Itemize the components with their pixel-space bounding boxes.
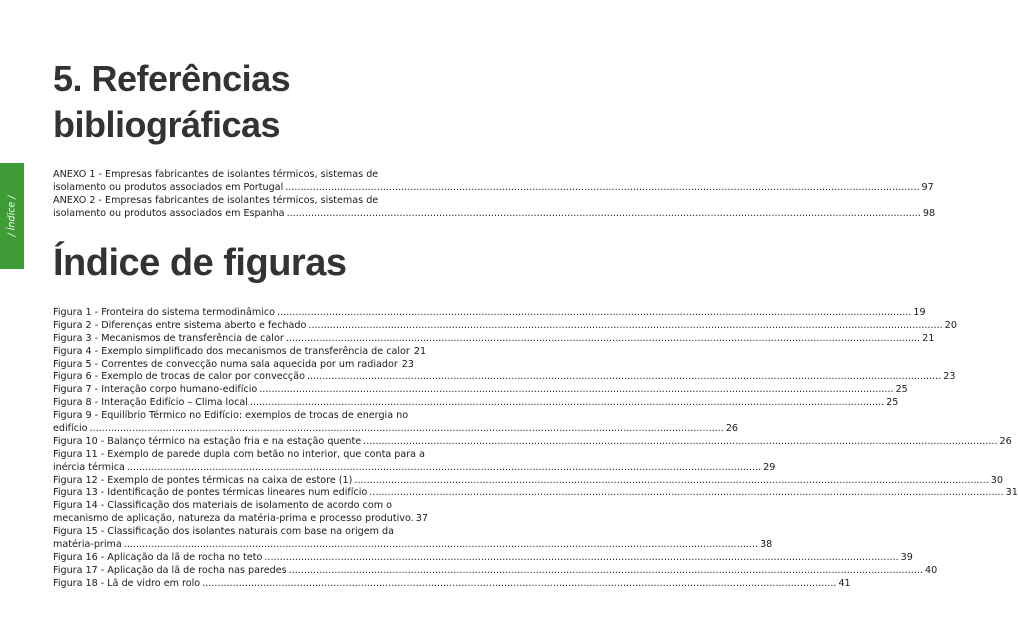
figure-entry[interactable] <box>53 474 1003 488</box>
figure-entry[interactable] <box>53 513 428 526</box>
page-number: 25 <box>886 397 899 409</box>
annex-lead-line: ANEXO 1 - Empresas fabricantes de isolantes térmicos, sistemas de <box>53 169 379 180</box>
page-number: 21 <box>922 332 935 344</box>
page-number: 26 <box>725 423 739 435</box>
figure-entry-text: Figura 13 - Identificação de pontes térmicas lineares num edifício <box>53 487 368 499</box>
dot-leader <box>287 208 921 221</box>
figure-entry-text: Figura 16 - Aplicação da lã de rocha no teto <box>53 551 263 563</box>
figure-entry[interactable] <box>53 319 957 333</box>
figure-lead-line: Figura 15 - Classificação dos isolantes naturais com base na origem da <box>53 526 394 538</box>
annex-list <box>53 169 936 221</box>
references-heading-line1: 5. Referências <box>53 58 291 99</box>
dot-leader <box>124 539 758 552</box>
figure-lead-line: Figura 11 - Exemplo de parede dupla com betão no interior, que conta para a <box>53 448 425 460</box>
figure-entry[interactable] <box>53 397 899 410</box>
annex-entry[interactable] <box>53 207 936 221</box>
references-heading <box>53 56 290 148</box>
figure-entry[interactable] <box>53 345 427 359</box>
figure-lead-line: Figura 9 - Equilíbrio Térmico no Edifício: exemplos de trocas de energia no <box>53 410 409 422</box>
figure-entry-text: Figura 5 - Correntes de convecção numa sala aquecida por um radiador <box>53 358 398 370</box>
page-number: 23 <box>943 371 956 383</box>
page-number: 29 <box>763 461 776 473</box>
figure-entry-text: Figura 7 - Interação corpo humano-edifício <box>53 384 258 396</box>
dot-leader <box>286 333 920 346</box>
figure-entry-text: Figura 4 - Exemplo simplificado dos mecanismos de transferência de calor <box>53 345 410 357</box>
dot-leader <box>277 307 911 320</box>
dot-leader <box>369 487 1003 500</box>
page-number: 37 <box>415 513 428 525</box>
annex-entry[interactable] <box>53 181 934 195</box>
annex-lead-line: ANEXO 2 - Empresas fabricantes de isolantes térmicos, sistemas de <box>53 194 379 206</box>
dot-leader <box>363 436 997 449</box>
page-number: 38 <box>760 539 773 551</box>
page-number: 25 <box>895 384 908 396</box>
figure-entry[interactable] <box>53 539 773 552</box>
dot-leader <box>127 462 761 475</box>
dot-leader <box>354 475 988 488</box>
figure-entry[interactable] <box>53 564 938 578</box>
page-number: 23 <box>401 358 414 370</box>
annex-entry-text: isolamento ou produtos associados em Espanha <box>53 207 285 219</box>
page-number: 31 <box>1005 487 1018 499</box>
figure-entry[interactable] <box>53 358 414 372</box>
side-tab-label: / Índice / <box>6 195 18 237</box>
figure-entry-text: Figura 10 - Balanço térmico na estação fria e na estação quente <box>53 435 362 447</box>
section-side-tab <box>0 163 24 269</box>
figure-entry-text: Figura 17 - Aplicação da lã de rocha nas paredes <box>53 564 287 576</box>
figure-entry[interactable] <box>53 332 935 346</box>
figure-entry-text: edifício <box>53 423 88 435</box>
figure-entry-text: Figura 6 - Exemplo de trocas de calor por convecção <box>53 371 305 383</box>
page-number: 21 <box>413 345 427 357</box>
page-number: 39 <box>900 551 913 563</box>
figure-entry[interactable] <box>53 577 851 591</box>
figure-entry-text: Figura 8 - Interação Edifício – Clima local <box>53 397 248 409</box>
figure-entry[interactable] <box>53 307 926 320</box>
dot-leader <box>259 384 893 397</box>
figure-entry-text: mecanismo de aplicação, natureza da matéria-prima e processo produtivo. <box>53 513 414 525</box>
figure-entry-text: Figura 18 - Lã de vidro em rolo <box>53 577 201 589</box>
figure-entry-text: matéria-prima <box>53 539 122 551</box>
figure-lead-line: Figura 14 - Classificação dos materiais de isolamento de acordo com o <box>53 500 392 512</box>
annex-entry-text: isolamento ou produtos associados em Portugal <box>53 181 284 193</box>
figure-entry[interactable] <box>53 384 908 397</box>
figure-entry[interactable] <box>53 435 1012 449</box>
references-heading-line2: bibliográficas <box>53 104 281 145</box>
page-number: 30 <box>990 474 1003 486</box>
dot-leader <box>285 182 919 195</box>
page-number: 97 <box>921 181 934 193</box>
dot-leader <box>250 397 884 410</box>
dot-leader <box>90 423 724 436</box>
figures-index-heading: Índice de figuras <box>53 242 347 284</box>
dot-leader <box>308 320 942 333</box>
figure-entry-text: Figura 3 - Mecanismos de transferência de calor <box>53 332 284 344</box>
page-number: 41 <box>838 577 851 589</box>
figure-entry[interactable] <box>53 487 1018 500</box>
dot-leader <box>307 371 941 384</box>
page-number: 19 <box>913 307 926 318</box>
figure-entry[interactable] <box>53 371 956 384</box>
page-number: 26 <box>999 435 1012 447</box>
figure-entry-text: Figura 1 - Fronteira do sistema termodinâmico <box>53 307 276 318</box>
figure-entry-text: inércia térmica <box>53 461 125 473</box>
dot-leader <box>264 552 898 565</box>
figure-entry[interactable] <box>53 551 913 565</box>
page-number: 98 <box>922 207 936 219</box>
figure-entry[interactable] <box>53 461 776 475</box>
figure-entry-text: Figura 2 - Diferenças entre sistema aberto e fechado <box>53 319 307 331</box>
page-number: 40 <box>924 564 938 576</box>
page-number: 20 <box>944 319 957 331</box>
dot-leader <box>289 565 923 578</box>
figure-entry-text: Figura 12 - Exemplo de pontes térmicas na caixa de estore (1) <box>53 474 353 486</box>
figure-list <box>53 307 1018 591</box>
figure-entry[interactable] <box>53 423 739 436</box>
dot-leader <box>202 578 836 591</box>
